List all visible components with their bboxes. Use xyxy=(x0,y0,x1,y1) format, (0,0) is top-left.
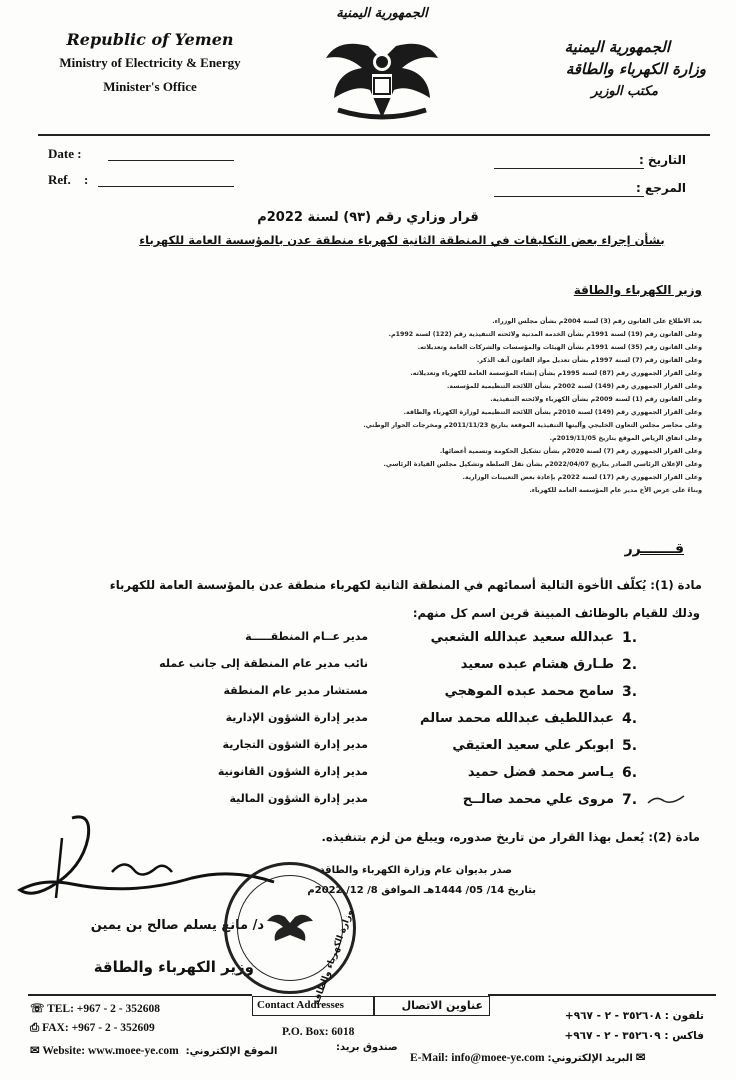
list-item xyxy=(0,738,736,760)
contact-separator xyxy=(373,997,375,1015)
emblem-caption: الجمهورية اليمنية xyxy=(336,6,428,21)
article-2: مادة (2): يُعمل بهذا القرار من تاريخ صدوره، ويبلغ من لزم بتنفيذه. xyxy=(321,830,700,844)
email-address[interactable]: E-Mail: info@moee-ye.com xyxy=(410,1052,545,1064)
preamble-line: وعلى القانون رقم (7) لسنة 1997م بشأن تعديل مواد القانون آنف الذكر. xyxy=(476,357,702,364)
list-item xyxy=(0,630,736,652)
date-label: Date : xyxy=(48,146,82,161)
person-name: عبدالله سعيد عبدالله الشعبي xyxy=(430,630,614,645)
email-label-ar: :البريد الإلكتروني xyxy=(547,1053,633,1064)
list-item xyxy=(0,684,736,706)
issuer-heading: وزير الكهرباء والطاقة xyxy=(573,283,702,297)
footer-website xyxy=(30,1043,277,1057)
footer-pobox xyxy=(282,1026,354,1038)
website-label-ar: :الموقع الإلكتروني xyxy=(185,1046,278,1057)
list-item xyxy=(0,765,736,787)
preamble-line: وعلى القانون رقم (19) لسنة 1991م بشأن الخدمة المدنية ولائحته التنفيذية رقم (122) لسنة 1992م. xyxy=(388,331,702,338)
preamble-line: وبناءً على عرض الأخ مدير عام المؤسسة العامة للكهرباء. xyxy=(529,487,702,494)
item-number: 3. xyxy=(622,684,638,700)
footer-pobox-ar: صندوق بريد: xyxy=(336,1042,398,1053)
preamble-line: وعلى الإعلان الرئاسي الصادر بتاريخ 2022/04/07م بشأن نقل السلطة وتشكيل مجلس القيادة الرئاسي. xyxy=(383,461,702,468)
preamble-clauses xyxy=(180,318,702,518)
job-position: مدير إدارة الشؤون الإدارية xyxy=(225,711,368,724)
job-position: مدير إدارة الشؤون المالية xyxy=(229,792,368,805)
phone-number: TEL: +967 - 2 - 352608 xyxy=(47,1003,160,1015)
person-name: طـارق هشام عبده سعيد xyxy=(460,657,614,672)
fax-number: FAX: +967 - 2 - 352609 xyxy=(42,1022,155,1034)
preamble-line: وعلى القرار الجمهوري رقم (149) لسنة 2002م بشأن اللائحة التنظيمية للمؤسسة. xyxy=(447,383,702,390)
preamble-line: وعلى القرار الجمهوري رقم (17) لسنة 2022م بإعادة بعض التعيينات الوزارية. xyxy=(462,474,702,481)
republic-of-yemen-text: Republic of Yemen xyxy=(66,30,234,49)
person-name: سامح محمد عبده الموهجي xyxy=(444,684,614,699)
stamp-text: وزارة الكهرباء والطاقة xyxy=(311,908,356,1007)
job-position: مستشار مدير عام المنطقة xyxy=(223,684,368,697)
arabic-date-label: التاريخ : xyxy=(638,153,686,167)
item-number: 1. xyxy=(622,630,638,646)
footer-divider-right xyxy=(488,994,716,996)
item-number: 6. xyxy=(622,765,638,781)
item-number: 5. xyxy=(622,738,638,754)
contact-addresses-box xyxy=(252,996,490,1016)
republic-name-ar: الجمهورية اليمنية xyxy=(564,38,670,56)
item-number: 7. xyxy=(622,792,638,808)
issued-at-text: صدر بديوان عام وزارة الكهرباء والطاقة xyxy=(318,865,512,876)
minister-name: د/ مانع يسلم صالح بن يمين xyxy=(90,918,264,933)
contact-addresses-en: Contact Addresses xyxy=(257,999,344,1011)
article-1-continuation: وذلك للقيام بالوظائف المبينة قرين اسم كل منهم: xyxy=(412,606,700,620)
stamp-emblem-icon xyxy=(265,909,315,945)
english-header xyxy=(40,30,260,95)
item-number: 4. xyxy=(622,711,638,727)
footer-divider-left xyxy=(28,994,252,996)
yemen-emblem xyxy=(318,6,446,124)
contact-addresses-ar: عناوين الاتصال xyxy=(401,999,483,1012)
preamble-line: بعد الاطلاع على القانون رقم (3) لسنة 2004م بشأن مجلس الوزراء. xyxy=(492,318,702,325)
arabic-header xyxy=(506,38,706,99)
footer-fax xyxy=(30,1022,155,1035)
footer-tel xyxy=(30,1001,160,1015)
email-envelope-icon: ✉ xyxy=(635,1052,646,1064)
footer-email xyxy=(410,1050,645,1064)
list-item xyxy=(0,711,736,733)
ref-label: Ref. xyxy=(48,172,71,187)
arabic-date-line xyxy=(494,168,644,169)
list-item xyxy=(0,657,736,679)
header-divider xyxy=(38,134,710,136)
eagle-emblem-icon xyxy=(318,28,446,124)
ministry-name-en: Ministry of Electricity & Energy xyxy=(59,55,241,70)
office-name-en: Minister's Office xyxy=(103,79,197,94)
minister-title: وزير الكهرباء والطاقة xyxy=(93,958,254,976)
preamble-line: وعلى القرار الجمهوري رقم (149) لسنة 2010م بشأن اللائحة التنظيمية لوزارة الكهرباء والطاقة. xyxy=(403,409,702,416)
envelope-icon: ✉ xyxy=(30,1045,40,1057)
pobox-number: P.O. Box: 6018 xyxy=(282,1026,355,1038)
footer-fax-ar: فاكس : ٣٥٢٦٠٩ - ٢ - ٩٦٧+ xyxy=(564,1030,704,1042)
job-position: مدير إدارة الشؤون التجارية xyxy=(222,738,368,751)
assignments-list xyxy=(0,628,736,818)
person-name: يـاسر محمد فضل حميد xyxy=(467,765,614,780)
preamble-line: وعلى القانون رقم (35) لسنة 1991م بشأن الهيئات والمؤسسات والشركات العامة وتعديلاته. xyxy=(417,344,702,351)
date-field-line xyxy=(108,160,234,161)
job-position: مدير عــام المنطقـــــة xyxy=(245,630,368,643)
decision-subject: بشأن إجراء بعض التكليفات في المنطقة الثانية لكهرباء منطقة عدن بالمؤسسة العامة للكهرباء xyxy=(139,233,665,247)
job-position: نائب مدير عام المنطقة إلى جانب عمله xyxy=(159,657,368,670)
ref-field-line xyxy=(98,186,234,187)
preamble-line: وعلى محاضر مجلس التعاون الخليجي وآليتها التنفيذية الموقعة بتاريخ 2011/11/23م ومخرجات الحوار الوطني. xyxy=(363,422,702,429)
preamble-line: وعلى القانون رقم (1) لسنة 2009م بشأن الكهرباء ولائحته التنفيذية. xyxy=(490,396,702,403)
office-name-ar: مكتب الوزير xyxy=(591,84,658,99)
ref-colon: : xyxy=(84,172,89,187)
job-position: مدير إدارة الشؤون القانونية xyxy=(217,765,368,778)
footer-tel-ar: تلفون : ٣٥٢٦٠٨ - ٢ - ٩٦٧+ xyxy=(564,1010,704,1022)
item-number: 2. xyxy=(622,657,638,673)
preamble-line: وعلى القرار الجمهوري رقم (7) لسنة 2020م بشأن تشكيل الحكومة وتسمية أعضائها. xyxy=(439,448,702,455)
issued-date-text: بتاريخ 14/ 05/ 1444هـ الموافق 8/ 12/ 2022م xyxy=(307,885,536,896)
website-url[interactable]: Website: www.moee-ye.com xyxy=(42,1045,179,1057)
preamble-line: وعلى القرار الجمهوري رقم (87) لسنة 1995م بشأن إنشاء المؤسسة العامة للكهرباء وتعديلاته. xyxy=(410,370,702,377)
pen-mark-icon xyxy=(646,793,686,807)
person-name: عبداللطيف عبدالله محمد سالم xyxy=(420,711,614,726)
preamble-line: وعلى اتفاق الرياض الموقع بتاريخ 2019/11/05م. xyxy=(549,435,702,442)
decision-title: قرار وزاري رقم (٩٣) لسنة 2022م xyxy=(257,210,479,225)
person-name: ابوبكر علي سعيد العتيقي xyxy=(452,738,614,753)
person-name: مروى علي محمد صالــح xyxy=(462,792,614,807)
article-1-intro: مادة (1): يُكلّف الأخوة التالية أسمائهم في المنطقة الثانية لكهرباء منطقة عدن بالمؤسسة العامة للكهرباء xyxy=(109,578,702,592)
arabic-ref-line xyxy=(494,196,644,197)
fax-icon: ⎙ xyxy=(30,1022,40,1034)
arabic-ref-label: المرجع : xyxy=(636,181,686,195)
phone-icon: ☏ xyxy=(30,1003,45,1015)
decides-heading: قـــــــرر xyxy=(624,541,684,557)
ministry-name-ar: وزارة الكهرباء والطاقة xyxy=(565,60,706,78)
